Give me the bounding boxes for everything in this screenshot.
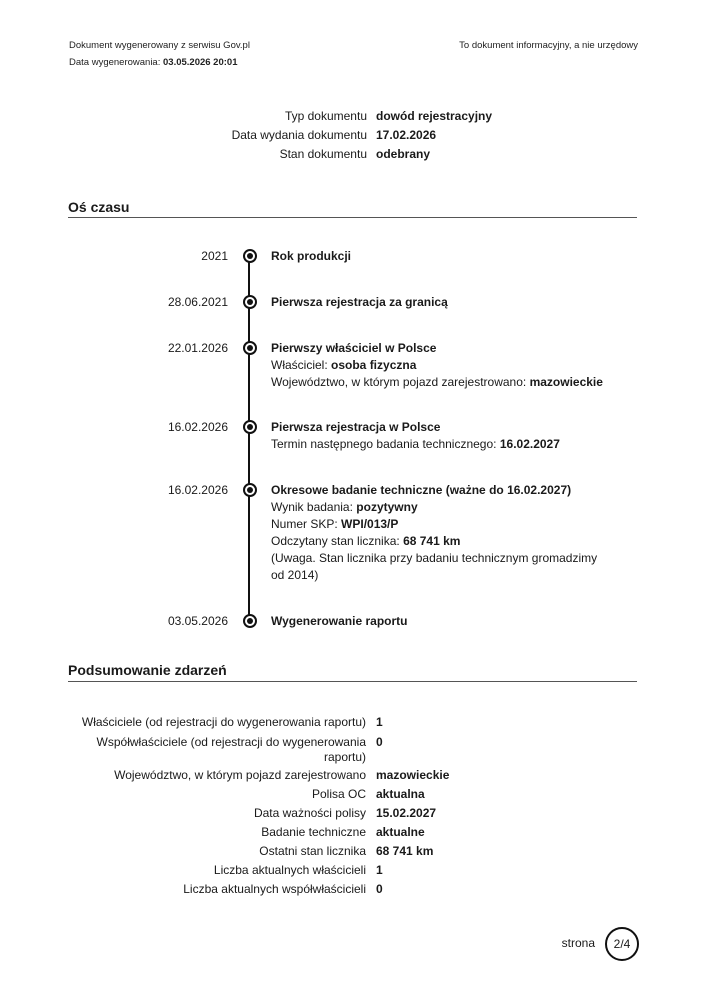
timeline-event (271, 613, 611, 630)
timeline-event-title: Pierwsza rejestracja w Polsce (271, 420, 441, 434)
doc-issue-date-label: Data wydania dokumentu (231, 128, 367, 142)
timeline-event-detail (271, 499, 611, 516)
summary-row-value: 15.02.2027 (376, 806, 437, 820)
doc-type-value: dowód rejestracyjny (376, 109, 493, 123)
detail-label: Numer SKP: (271, 517, 338, 531)
summary-row-value: 1 (376, 715, 383, 729)
detail-label: Właściciel: (271, 358, 328, 372)
timeline-event-title: Okresowe badanie techniczne (ważne do 16.02.2027) (271, 483, 572, 497)
header-source: Dokument wygenerowany z serwisu Gov.pl (69, 40, 250, 51)
timeline-divider (68, 217, 637, 218)
timeline-event (271, 248, 611, 265)
header-date-value: 03.05.2026 20:01 (163, 57, 238, 68)
detail-value: 68 741 km (403, 534, 461, 548)
timeline-event-title: Pierwszy właściciel w Polsce (271, 341, 437, 355)
detail-value: mazowieckie (529, 375, 603, 389)
summary-row-label: Badanie techniczne (261, 825, 366, 839)
summary-row-label: Właściciele (od rejestracji do wygenerowania raportu) (81, 715, 366, 729)
summary-row-value: aktualna (376, 787, 425, 801)
detail-value: pozytywny (356, 500, 418, 514)
summary-row-value: mazowieckie (376, 768, 450, 782)
timeline-dot-icon (243, 295, 257, 309)
header-disclaimer: To dokument informacyjny, a nie urzędowy (459, 40, 638, 51)
header-date-label: Data wygenerowania: (69, 57, 161, 68)
timeline-event (271, 482, 611, 584)
summary-row-label: Data ważności polisy (253, 806, 366, 820)
doc-status-value: odebrany (376, 147, 431, 161)
detail-label: Termin następnego badania technicznego: (271, 437, 497, 451)
doc-issue-date-value: 17.02.2026 (376, 128, 437, 142)
timeline-event-detail (271, 374, 611, 391)
summary-row-value: 0 (376, 882, 383, 896)
timeline-event-date: 2021 (201, 249, 228, 263)
detail-value: osoba fizyczna (331, 358, 417, 372)
summary-row-label: Polisa OC (311, 787, 366, 801)
detail-label: Odczytany stan licznika: (271, 534, 400, 548)
timeline-event-detail (271, 357, 611, 374)
timeline-event-title: Pierwsza rejestracja za granicą (271, 295, 448, 309)
summary-title: Podsumowanie zdarzeń (68, 662, 227, 678)
page-label: strona (561, 936, 595, 950)
timeline-dot-icon (243, 420, 257, 434)
timeline-event (271, 419, 611, 453)
timeline-event-date: 16.02.2026 (167, 483, 228, 497)
detail-value: WPI/013/P (341, 517, 399, 531)
detail-value: 16.02.2027 (499, 437, 560, 451)
timeline-event-note: (Uwaga. Stan licznika przy badaniu technicznym gromadzimy od 2014) (271, 551, 598, 582)
summary-row-value: 68 741 km (376, 844, 434, 858)
timeline-title: Oś czasu (68, 199, 130, 215)
timeline-event-detail (271, 533, 611, 550)
page-number: 2/4 (605, 927, 639, 961)
timeline-event-date: 22.01.2026 (167, 341, 228, 355)
summary-row-value: 1 (376, 863, 383, 877)
timeline-dot-icon (243, 249, 257, 263)
summary-row-label: Liczba aktualnych współwłaścicieli (183, 882, 366, 896)
timeline-line (248, 256, 250, 621)
summary-row-value: 0 (376, 735, 383, 749)
timeline-event-date: 03.05.2026 (167, 614, 228, 628)
detail-label: Województwo, w którym pojazd zarejestrowano: (271, 375, 527, 389)
summary-row-label: Liczba aktualnych właścicieli (213, 863, 366, 877)
header-generation-date (69, 57, 237, 68)
summary-row-label: Współwłaściciele (od rejestracji do wygenerowania raportu) (96, 735, 366, 764)
doc-status-label: Stan dokumentu (279, 147, 367, 161)
timeline-event-detail (271, 436, 611, 453)
timeline-event-date: 16.02.2026 (167, 420, 228, 434)
timeline-event-date: 28.06.2021 (167, 295, 228, 309)
timeline-event (271, 340, 611, 391)
doc-type-label: Typ dokumentu (284, 109, 367, 123)
summary-row-value: aktualne (376, 825, 425, 839)
detail-label: Wynik badania: (271, 500, 353, 514)
timeline-event-title: Wygenerowanie raportu (271, 614, 408, 628)
timeline-dot-icon (243, 614, 257, 628)
timeline-event (271, 294, 611, 311)
timeline-dot-icon (243, 483, 257, 497)
timeline-event-title: Rok produkcji (271, 249, 352, 263)
summary-row-label: Ostatni stan licznika (259, 844, 366, 858)
summary-row-label: Województwo, w którym pojazd zarejestrowano (114, 768, 366, 782)
timeline-event-detail (271, 516, 611, 533)
summary-divider (68, 681, 637, 682)
timeline-dot-icon (243, 341, 257, 355)
